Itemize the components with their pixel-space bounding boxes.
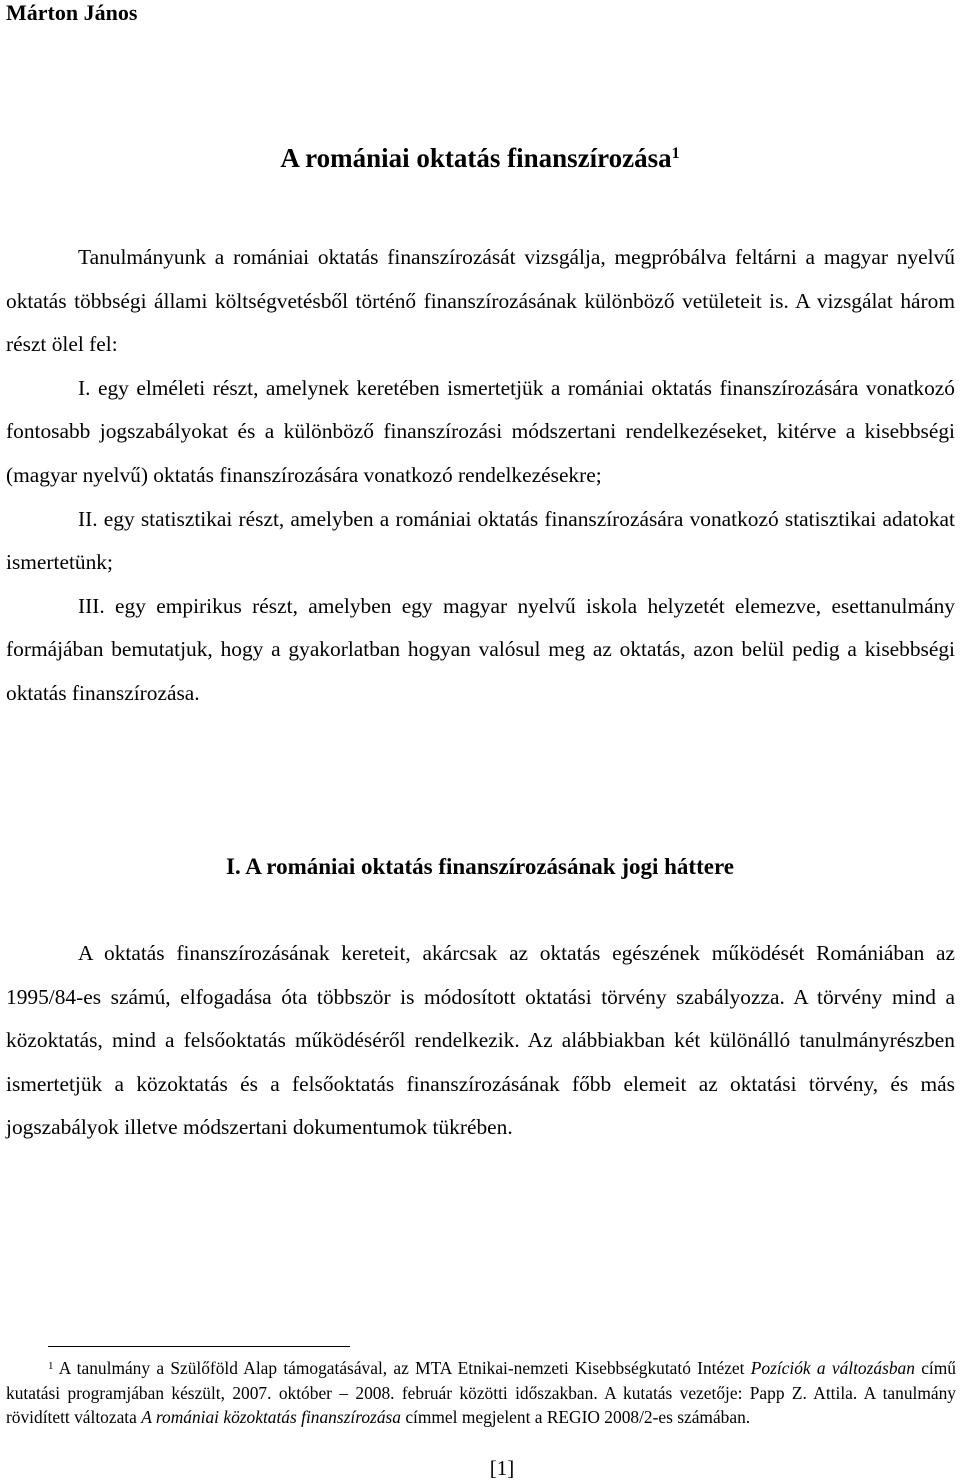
footnote-separator bbox=[48, 1346, 350, 1347]
section-body bbox=[6, 932, 955, 1150]
intro-paragraph: Tanulmányunk a romániai oktatás finanszírozását vizsgálja, megpróbálva feltárni a magyar nyelvű oktatás többségi állami költségvetésből történő finanszírozásának különböző vetületeit is. A vizsgálat három részt ölel fel: bbox=[6, 245, 955, 357]
footnote bbox=[6, 1356, 956, 1430]
part-three-paragraph: III. egy empirikus részt, amelyben egy magyar nyelvű iskola helyzetét elemezve, esettanulmány formájában bemutatjuk, hogy a gyakorlatban hogyan valósul meg az oktatás, azon belül pedig a kisebbségi oktatás finanszírozása. bbox=[6, 593, 955, 705]
footnote-italic-2: A romániai közoktatás finanszírozása bbox=[141, 1407, 401, 1427]
document-title bbox=[0, 140, 960, 176]
footnote-mark: 1 bbox=[48, 1360, 54, 1372]
intro-block bbox=[6, 236, 955, 716]
title-text: A romániai oktatás finanszírozása bbox=[280, 143, 672, 173]
part-two-paragraph: II. egy statisztikai részt, amelyben a romániai oktatás finanszírozására vonatkozó statisztikai adatokat ismertetünk; bbox=[6, 506, 955, 575]
author-name: Márton János bbox=[6, 0, 138, 25]
section-heading: I. A romániai oktatás finanszírozásának jogi háttere bbox=[226, 854, 734, 879]
part-one-paragraph: I. egy elméleti részt, amelynek keretében ismertetjük a romániai oktatás finanszírozására vonatkozó fontosabb jogszabályokat és a különböző finanszírozási módszertani rendelkezéseket, kitérve a kisebbségi (magyar nyelvű) oktatás finanszírozására vonatkozó rendelkezésekre; bbox=[6, 375, 955, 487]
footnote-reference: 1 bbox=[671, 145, 680, 162]
footnote-italic-1: Pozíciók a változásban bbox=[750, 1358, 915, 1378]
footnote-text-3: címmel megjelent a REGIO 2008/2-es számában. bbox=[400, 1407, 751, 1427]
footnote-text-1: A tanulmány a Szülőföld Alap támogatásával, az MTA Etnikai-nemzeti Kisebbségkutató Intézet bbox=[53, 1358, 751, 1378]
page-number: [1] bbox=[489, 1456, 515, 1480]
footnote-text-2: című kutatási programjában készült, 2007. október – 2008. február közötti időszakban. A kutatás vezetője: Papp Z. Attila. A tanulmány rövidített változata bbox=[6, 1358, 956, 1427]
section-paragraph: A oktatás finanszírozásának kereteit, akárcsak az oktatás egészének működését Romániában az 1995/84-es számú, elfogadása óta többször is módosított oktatási törvény szabályozza. A törvény mind a közoktatás, mind a felsőoktatás működéséről rendelkezik. Az alábbiakban két különálló tanulmányrészben ismertetjük a közoktatás és a felsőoktatás finanszírozásának főbb elemeit az oktatási törvény, és más jogszabályok illetve módszertani dokumentumok tükrében. bbox=[6, 941, 955, 1140]
